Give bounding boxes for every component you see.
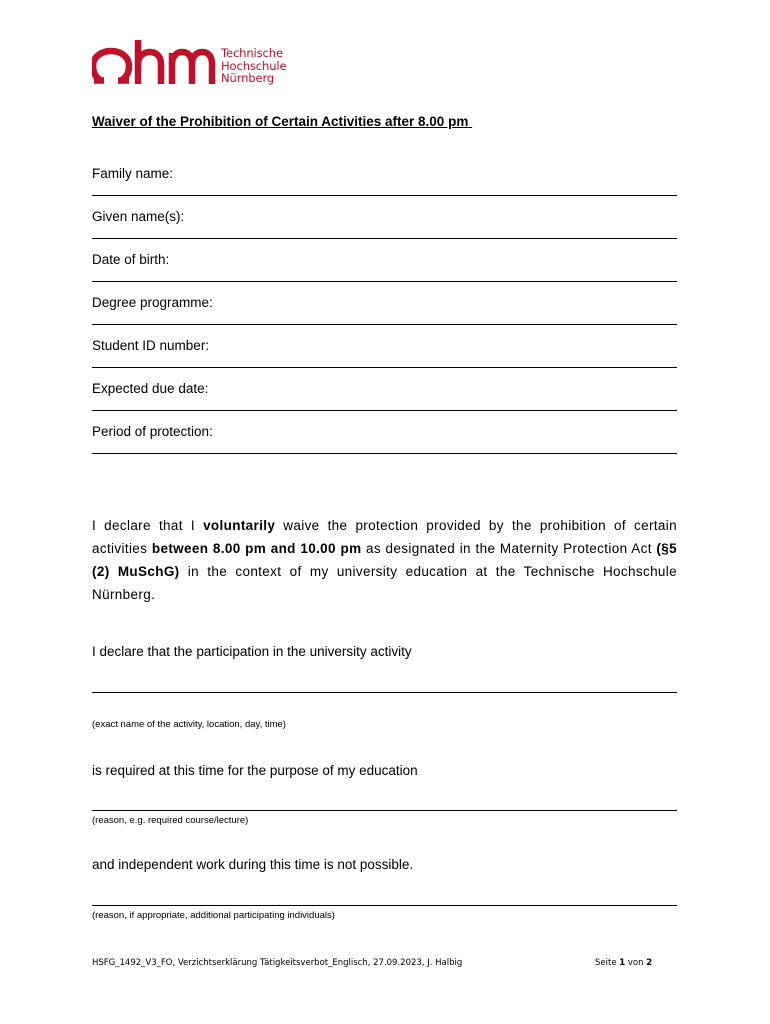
- footer-page-number: [595, 958, 652, 968]
- period-of-protection-label: Period of protection:: [92, 424, 213, 439]
- declaration-emphasis-law: (§5 (2) MuSchG): [92, 541, 677, 579]
- form-title: Waiver of the Prohibition of Certain Activities after 8.00 pm: [92, 114, 473, 129]
- additional-reason-note: (reason, if appropriate, additional participating individuals): [92, 910, 335, 921]
- declaration-paragraph: [92, 514, 677, 606]
- page-current: 1: [619, 958, 626, 968]
- page-total: 2: [646, 958, 653, 968]
- additional-reason-field[interactable]: [92, 905, 677, 906]
- institution-line-3: Nürnberg: [221, 71, 275, 85]
- period-of-protection-field[interactable]: [92, 453, 677, 454]
- expected-due-date-field[interactable]: [92, 410, 677, 411]
- degree-programme-field[interactable]: [92, 324, 677, 325]
- given-names-field[interactable]: [92, 238, 677, 239]
- reason-note: (reason, e.g. required course/lecture): [92, 815, 249, 826]
- participation-intro: I declare that the participation in the university activity: [92, 644, 412, 659]
- given-names-label: Given name(s):: [92, 209, 185, 224]
- family-name-field[interactable]: [92, 195, 677, 196]
- reason-field[interactable]: [92, 810, 677, 811]
- institution-name: [221, 47, 286, 85]
- expected-due-date-label: Expected due date:: [92, 381, 209, 396]
- date-of-birth-field[interactable]: [92, 281, 677, 282]
- declaration-text-2: waive the protection provided by the prohibition of certain activities: [92, 518, 677, 556]
- page-word: Seite: [595, 958, 620, 968]
- degree-programme-label: Degree programme:: [92, 295, 213, 310]
- activity-name-field[interactable]: [92, 692, 677, 693]
- required-statement: is required at this time for the purpose of my education: [92, 763, 418, 778]
- declaration-text-3: as designated in the Maternity Protection Act: [361, 541, 657, 556]
- institution-line-2: Hochschule: [221, 58, 287, 73]
- footer-document-info: HSFG_1492_V3_FO, Verzichtserklärung Tätigkeitsverbot_Englisch, 27.09.2023, J. Halbig: [92, 958, 463, 968]
- independent-work-statement: and independent work during this time is not possible.: [92, 857, 414, 872]
- of-word: von: [625, 958, 647, 968]
- date-of-birth-label: Date of birth:: [92, 252, 170, 267]
- ohm-logo-mark: [92, 40, 216, 84]
- declaration-emphasis-time: between 8.00 pm and 10.00 pm: [151, 541, 362, 556]
- student-id-label: Student ID number:: [92, 338, 210, 353]
- institution-line-1: Technische: [221, 46, 283, 60]
- activity-name-note: (exact name of the activity, location, day, time): [92, 719, 286, 730]
- declaration-text-4: in the context of my university education at the Technische Hochschule Nürnberg.: [92, 564, 677, 602]
- declaration-emphasis-voluntarily: voluntarily: [203, 518, 276, 533]
- family-name-label: Family name:: [92, 166, 174, 181]
- student-id-field[interactable]: [92, 367, 677, 368]
- declaration-text-1: I declare that I: [92, 518, 204, 533]
